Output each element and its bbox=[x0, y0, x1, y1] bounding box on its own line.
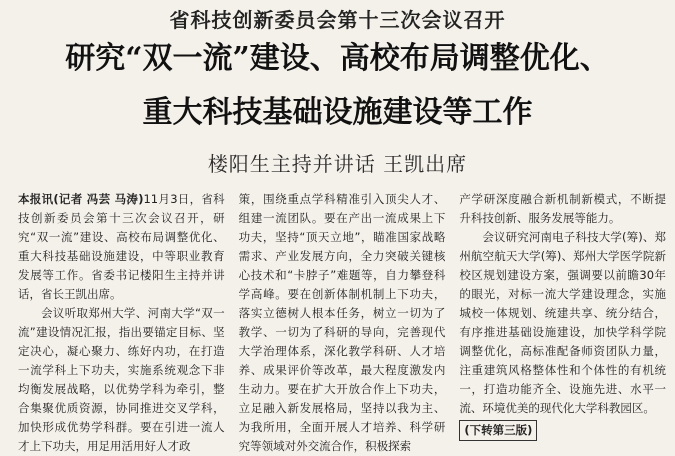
subheadline: 楼阳生主持并讲话 王凯出席 bbox=[207, 152, 468, 176]
main-headline-line-1: 研究“双一流”建设、高校布局调整优化、 bbox=[65, 41, 610, 76]
article-column-1 bbox=[18, 190, 225, 453]
article-column-2 bbox=[238, 190, 446, 453]
kicker-headline: 省科技创新委员会第十三次会议召开 bbox=[169, 8, 506, 32]
paragraph-text: 11月3日，省科技创新委员会第十三次会议召开，研究“双一流”建设、高校布局调整优化、重大科技基础设施建设，中等职业教育发展等工作。省委书记楼阳生主持并讲话，省长王凯出席。 bbox=[18, 192, 225, 301]
continued-note: (下转第三版) bbox=[459, 420, 537, 441]
dateline: 本报讯(记者 冯芸 马涛) bbox=[18, 192, 144, 206]
article-column-3 bbox=[459, 190, 667, 437]
paragraph: 会议听取郑州大学、河南大学“双一流”建设情况汇报，指出要锚定目标、坚定决心，凝心聚力、练好内功，在打造一流学科上下功夫，实施系统观念下非均衡发展战略，以优势学科为牵引，整合集聚优质资源，协同推进交叉学科，加快形成优势学科群。要在引进一流人才上下功夫，用足用活用好人才政 bbox=[18, 306, 225, 453]
article-body bbox=[18, 190, 667, 453]
paragraph: 策，围绕重点学科精准引入顶尖人才、组建一流团队。要在产出一流成果上下功夫，坚持“顶天立地”，瞄准国家战略需求、产业发展方向，全力突破关键核心技术和“卡脖子”难题等，自力攀登科学高峰。要在创新体制机制上下功夫，落实立德树人根本任务，树立一切为了教学、一切为了科研的导向，完善现代大学治理体系，深化教学科研、人才培养、成果评价等改革，最大程度激发内生动力。要在扩大开放合作上下功夫，立足融入新发展格局，坚持以我为主、为我所用，全面开展人才培养、科学研究等领域对外交流合作，积极探索 bbox=[238, 192, 446, 453]
paragraph bbox=[18, 190, 225, 304]
paragraph: 产学研深度融合新机制新模式，不断提升科技创新、服务发展等能力。 bbox=[459, 192, 667, 225]
main-headline-line-2: 重大科技基础设施建设等工作 bbox=[142, 95, 533, 130]
paragraph: 会议研究河南电子科技大学(筹)、郑州航空航天大学(筹)、郑州大学医学院新校区规划建设方案，强调要以前瞻30年的眼光，对标一流大学建设理念，实施城校一体规划、统建共享、统分结合，有序推进基础设施建设，加快学科学院调整优化，高标准配备师资团队力量，注重建筑风格整体性和个体性的有机统一，打造功能齐全、设施先进、水平一流、环境优美的现代化大学科教园区。 bbox=[459, 230, 667, 415]
